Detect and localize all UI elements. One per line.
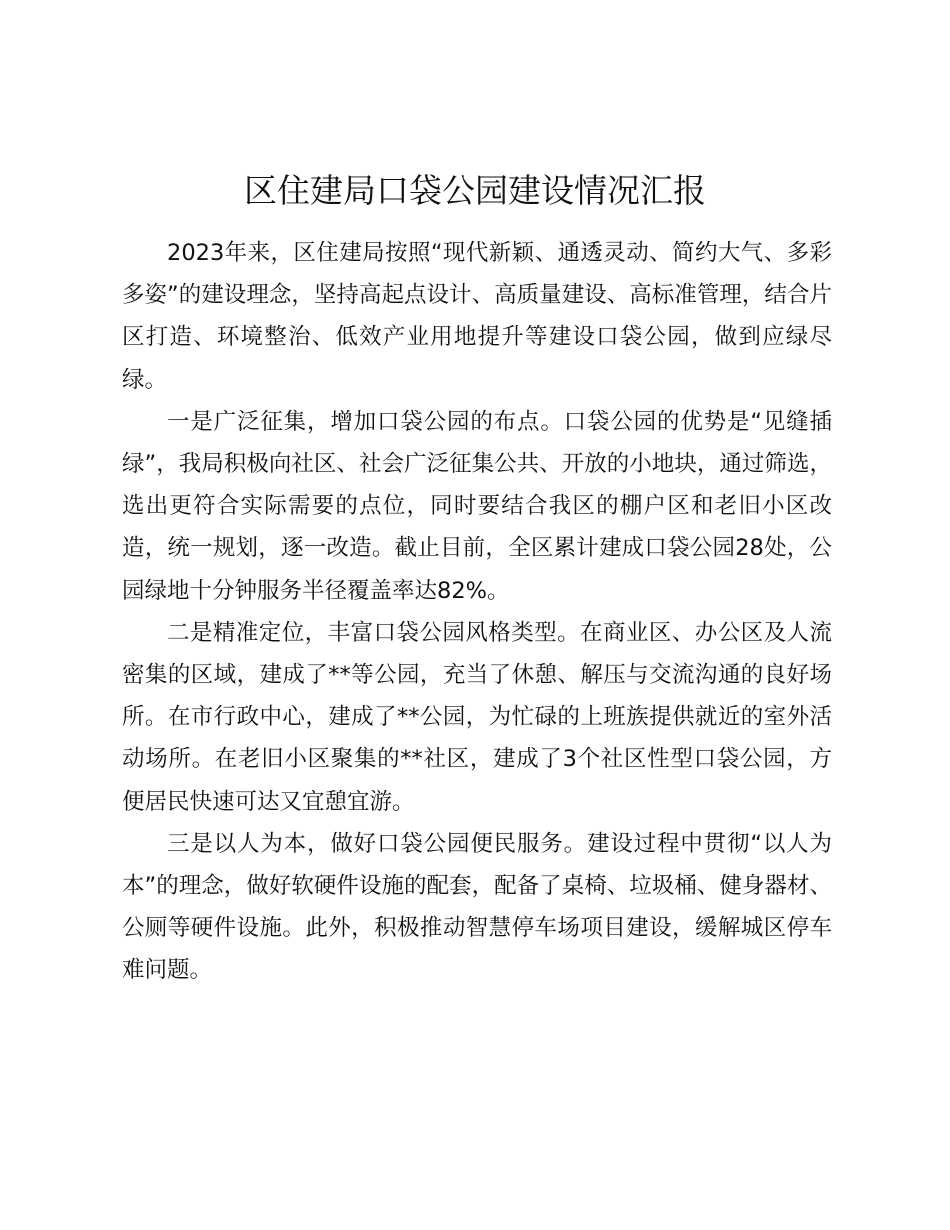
paragraph-point-one: 一是广泛征集，增加口袋公园的布点。口袋公园的优势是“见缝插绿”，我局积极向社区、社会广泛征集公共、开放的小地块，通过筛选，选出更符合实际需要的点位，同时要结合我区的棚户区和老旧小区改造，统一规划，逐一改造。截止目前，全区累计建成口袋公园28处，公园绿地十分钟服务半径覆盖率达82%。 (122, 408, 832, 604)
document-title: 区住建局口袋公园建设情况汇报 (244, 171, 706, 210)
paragraph-point-three: 三是以人为本，做好口袋公园便民服务。建设过程中贯彻“以人为本”的理念，做好软硬件设施的配套，配备了桌椅、垃圾桶、健身器材、公厕等硬件设施。此外，积极推动智慧停车场项目建设，缓解城区停车难问题。 (122, 830, 832, 984)
document-body (122, 232, 832, 992)
paragraph-intro: 2023年来，区住建局按照“现代新颖、通透灵动、简约大气、多彩多姿”的建设理念，坚持高起点设计、高质量建设、高标准管理，结合片区打造、环境整治、低效产业用地提升等建设口袋公园，做到应绿尽绿。 (122, 240, 832, 393)
paragraph-point-two: 二是精准定位，丰富口袋公园风格类型。在商业区、办公区及人流密集的区域，建成了**等公园，充当了休憩、解压与交流沟通的良好场所。在市行政中心，建成了**公园，为忙碌的上班族提供就近的室外活动场所。在老旧小区聚集的**社区，建成了3个社区性型口袋公园，方便居民快速可达又宜憩宜游。 (122, 619, 832, 815)
